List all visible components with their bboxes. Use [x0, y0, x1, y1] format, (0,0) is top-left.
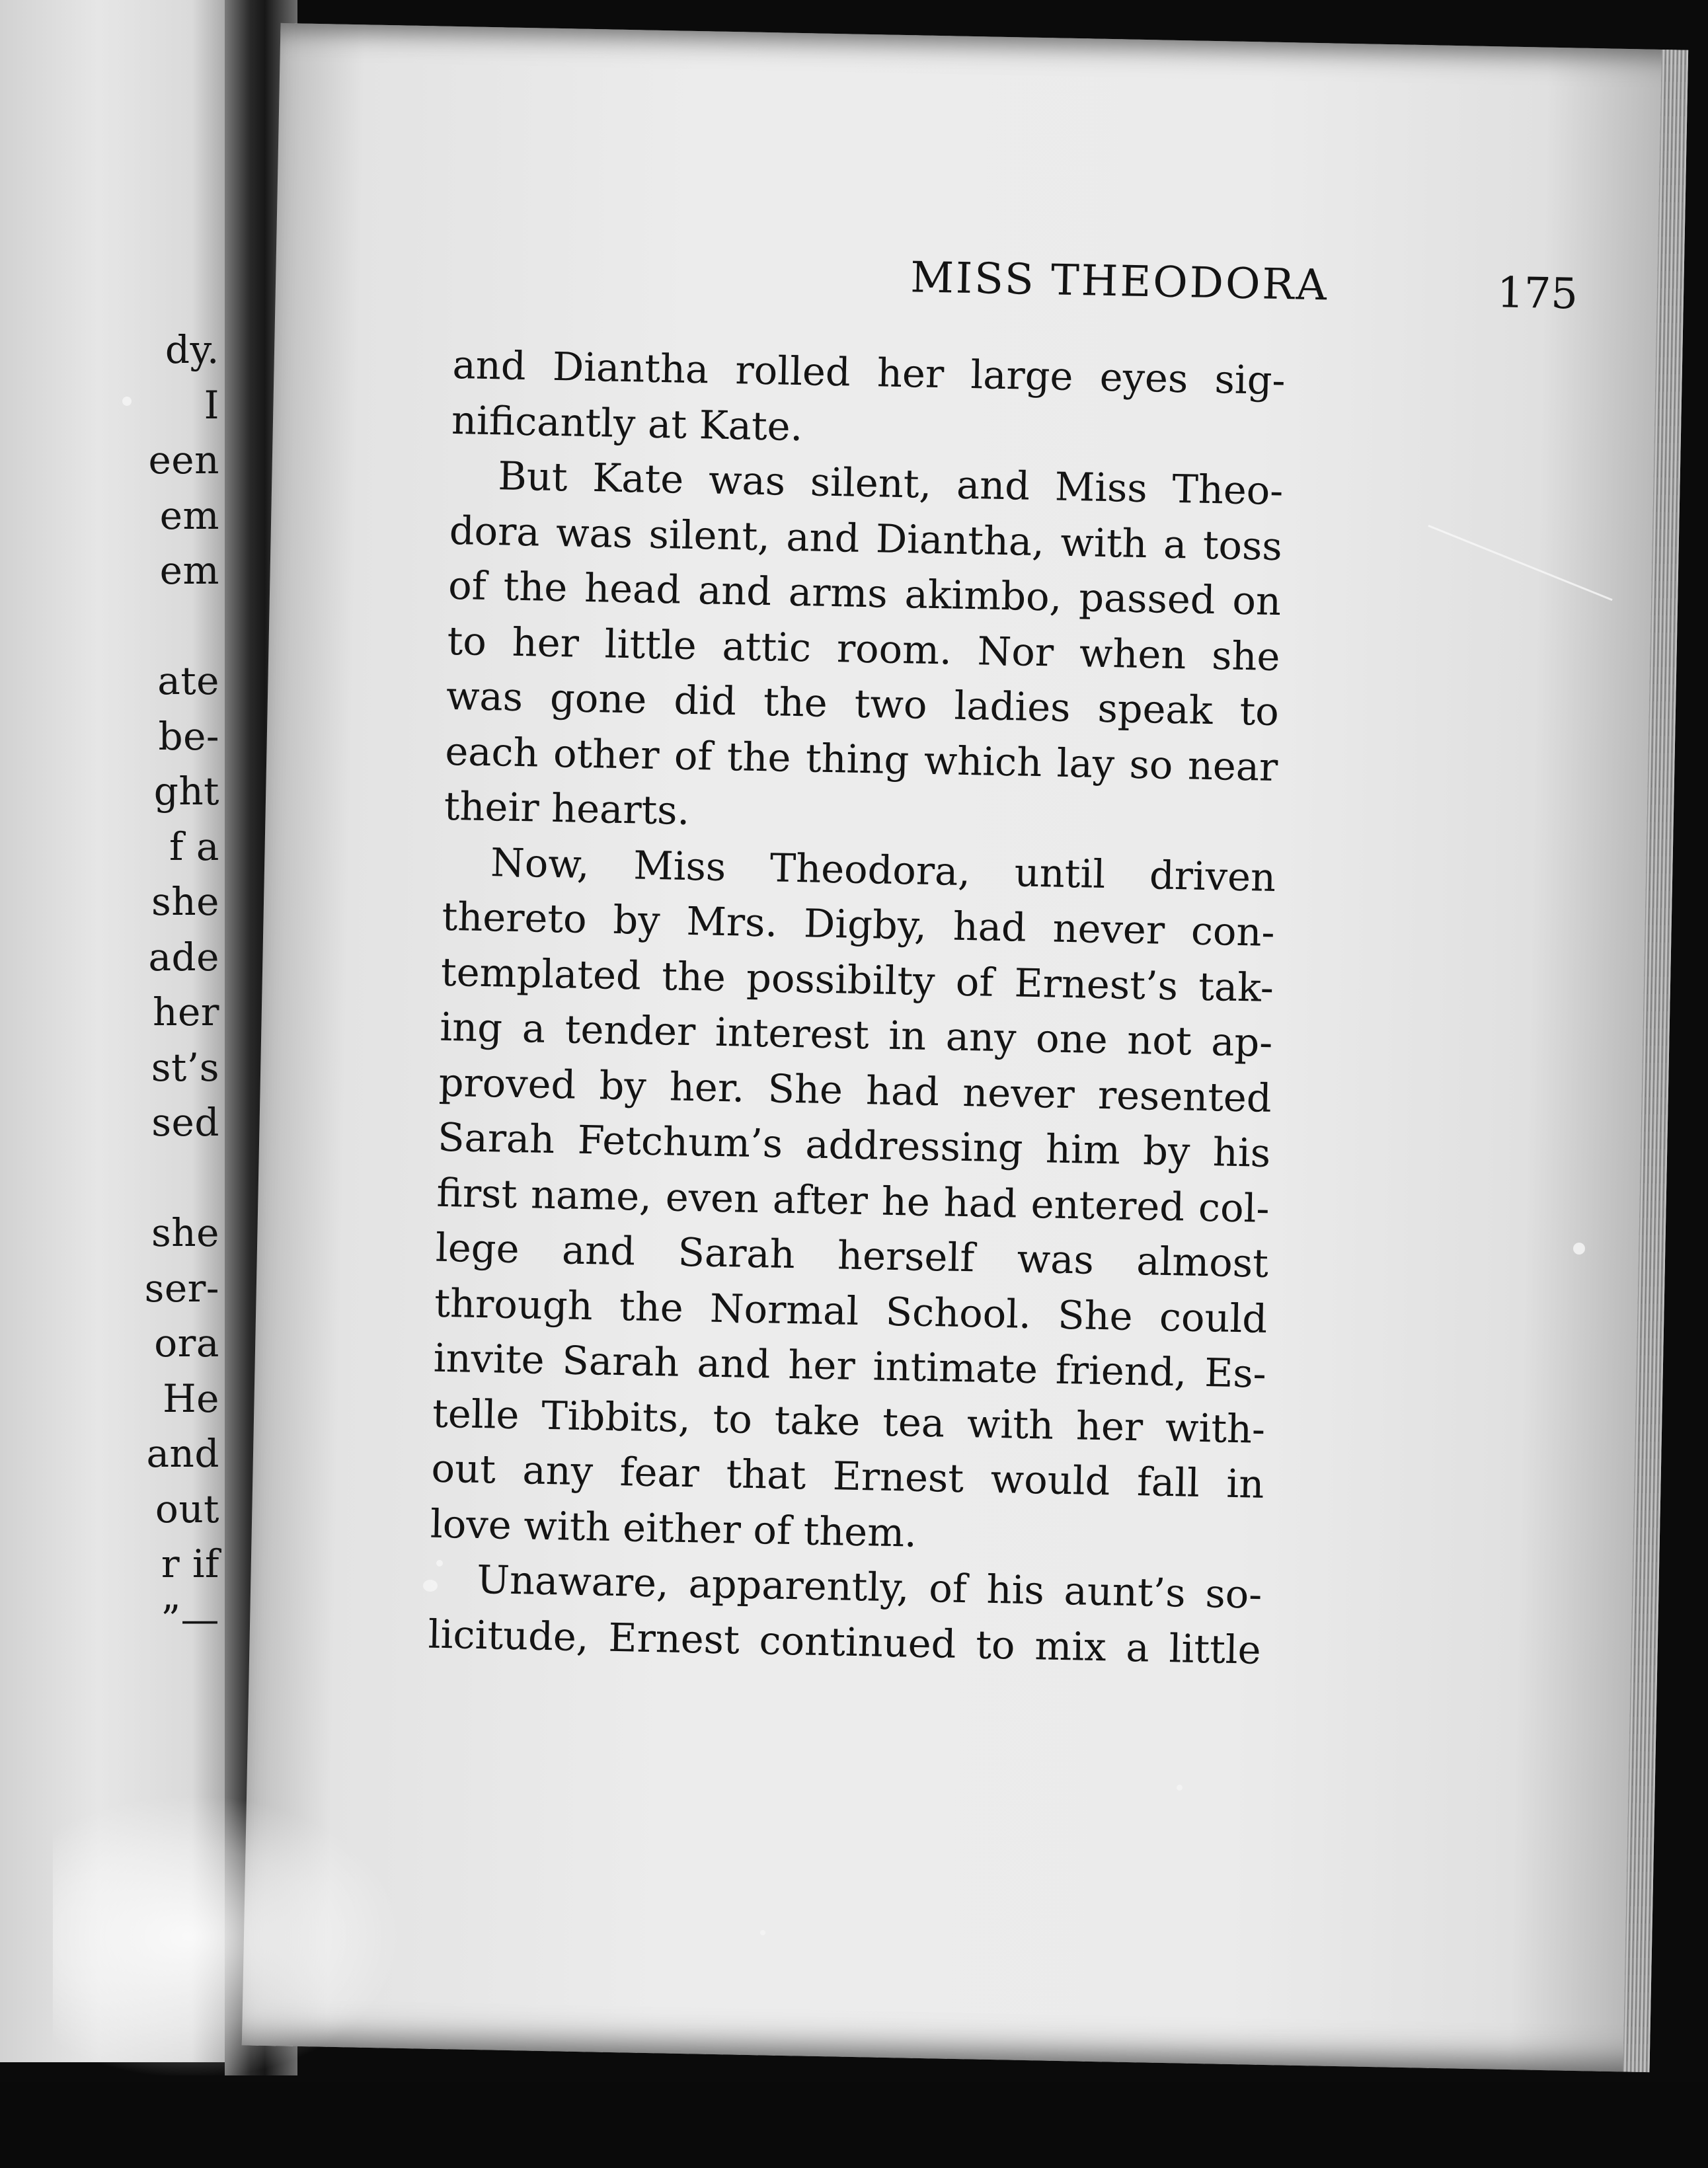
dust-speck [423, 1580, 438, 1592]
left-line: out [155, 1486, 219, 1531]
left-line: ade [148, 934, 219, 980]
left-page [0, 0, 246, 2062]
left-line: ght [153, 769, 219, 814]
text-line: through the Normal School. She could [434, 1280, 1268, 1342]
dust-speck [122, 397, 132, 406]
left-line: be- [158, 713, 219, 759]
text-line: love with either of them. [430, 1500, 917, 1556]
dust-speck [1573, 1243, 1585, 1255]
left-line: st’s [151, 1044, 219, 1090]
text-line: Now, Miss Theodora, until driven [490, 839, 1276, 900]
left-line: r if [161, 1541, 219, 1586]
text-line: their hearts. [444, 783, 690, 833]
left-page-text [21, 323, 219, 1647]
text-line: out any fear that Ernest would fall in [430, 1445, 1265, 1507]
running-head: MISS THEODORA [910, 253, 1329, 311]
text-line: was gone did the two ladies speak to [446, 672, 1280, 735]
left-line: ”— [161, 1596, 219, 1642]
text-line: of the head and arms akimbo, passed on [447, 562, 1282, 625]
scan-border [0, 2082, 1708, 2168]
page-number: 175 [1496, 268, 1578, 319]
text-line: licitude, Ernest continued to mix a little [428, 1611, 1262, 1673]
left-line: een [148, 438, 219, 483]
text-line: to her little attic room. Nor when she [447, 617, 1281, 679]
left-line [21, 1151, 219, 1206]
left-line: and [146, 1431, 219, 1476]
text-line: thereto by Mrs. Digby, had never con- [442, 893, 1276, 955]
dust-blotch [53, 1798, 397, 2075]
text-line: first name, even after he had entered col- [436, 1169, 1270, 1231]
left-line: dy. [165, 327, 219, 372]
left-line: ser- [144, 1265, 219, 1311]
text-line: Unaware, apparently, of his aunt’s so- [476, 1556, 1262, 1617]
left-line: ora [154, 1321, 219, 1366]
text-line: nificantly at Kate. [451, 397, 804, 449]
left-line: f a [169, 824, 219, 869]
left-line: sed [151, 1100, 219, 1145]
left-line: her [153, 989, 219, 1034]
left-line: she [151, 1210, 219, 1255]
left-line: em [159, 548, 219, 593]
dust-speck [436, 1560, 443, 1567]
text-line: lege and Sarah herself was almost [435, 1224, 1269, 1286]
text-line: and Diantha rolled her large eyes sig- [452, 341, 1286, 404]
text-line: proved by her. She had never resented [438, 1059, 1272, 1121]
dust-speck [760, 1930, 765, 1935]
left-line: ate [157, 658, 219, 703]
page-header [665, 249, 1578, 332]
left-line: em [159, 492, 219, 538]
text-line: telle Tibbits, to take tea with her with- [432, 1390, 1266, 1452]
text-line: each other of the thing which lay so near [444, 728, 1278, 790]
text-line: But Kate was silent, and Miss Theo- [497, 453, 1284, 514]
right-page [242, 23, 1688, 2072]
body-text [428, 337, 1286, 1678]
text-line: ing a tender interest in any one not ap- [439, 1003, 1273, 1065]
text-line: templated the possibilty of Ernest’s tak- [440, 948, 1274, 1011]
page-edge [1623, 50, 1688, 2072]
left-line: I [204, 382, 219, 428]
left-line [21, 599, 219, 654]
left-line: she [151, 879, 219, 924]
text-line: dora was silent, and Diantha, with a toss [449, 507, 1283, 569]
dust-speck [1177, 1785, 1183, 1791]
left-line: He [163, 1375, 219, 1421]
text-line: Sarah Fetchum’s addressing him by his [437, 1114, 1271, 1176]
text-line: invite Sarah and her intimate friend, Es- [433, 1335, 1267, 1397]
